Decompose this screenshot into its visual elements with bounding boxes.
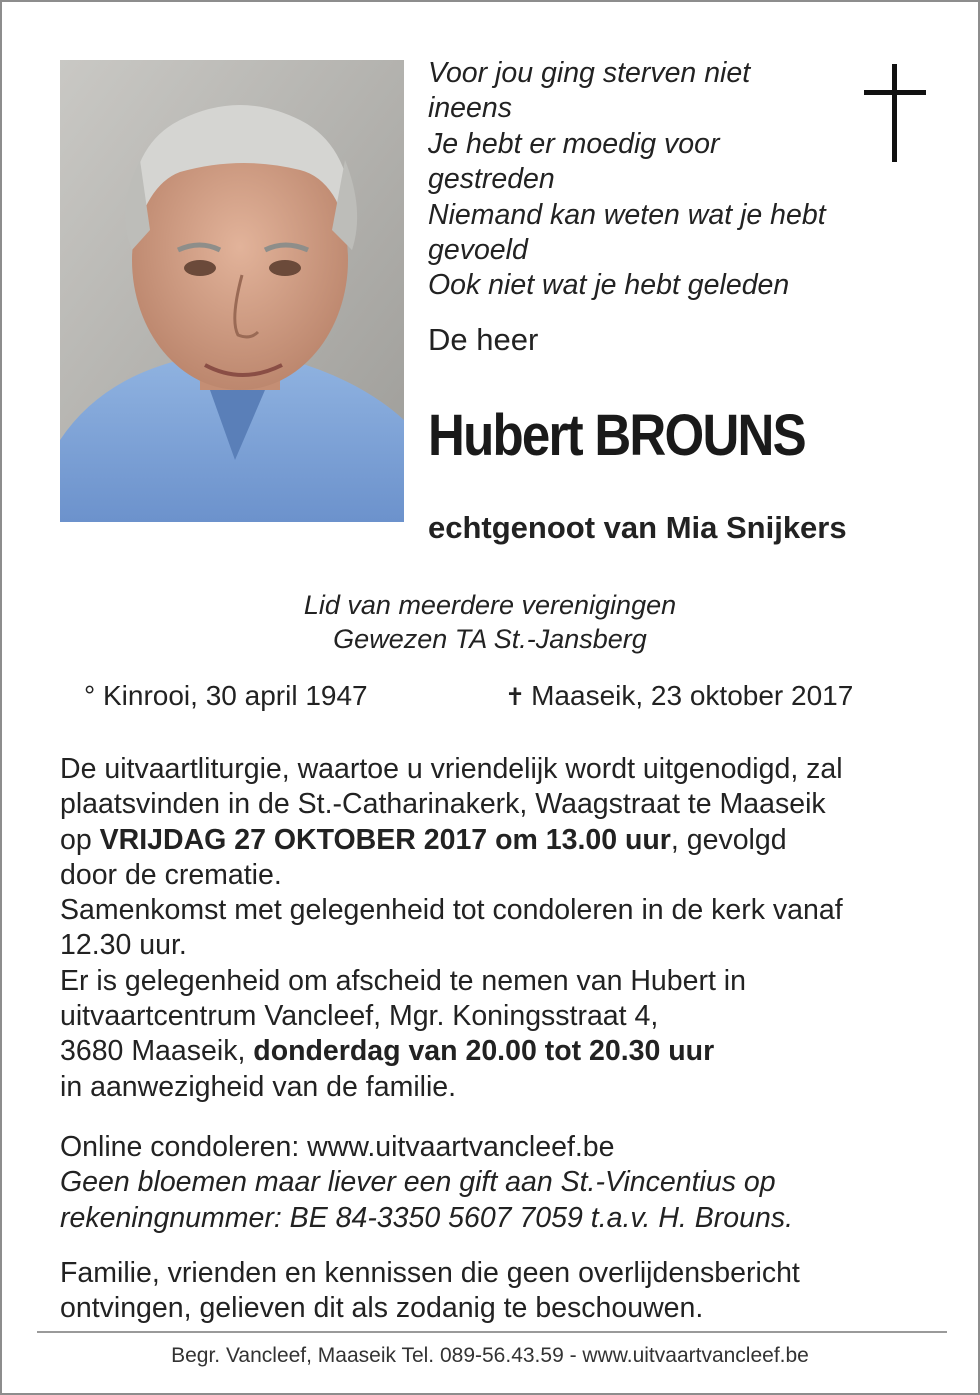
dagger-icon: ✝ (505, 684, 526, 711)
role-line: Lid van meerdere verenigingen (303, 590, 677, 620)
poem (428, 56, 888, 304)
ceremony-text: 3680 Maaseik, (60, 1035, 254, 1068)
condolence-info (60, 1130, 940, 1236)
spouse-line: echtgenoot van Mia Snijkers (428, 510, 847, 545)
donation-line: Geen bloemen maar liever een gift aan St.-Vincentius op (60, 1166, 776, 1199)
role-line: Gewezen TA St.-Jansberg (333, 624, 647, 654)
poem-line: gestreden (428, 163, 555, 196)
closing-note (60, 1256, 940, 1327)
birth-symbol: ° (84, 680, 96, 711)
ceremony-details (60, 752, 940, 1105)
ceremony-line: Samenkomst met gelegenheid tot condoleren in de kerk vanaf (60, 894, 843, 927)
death-date (505, 680, 853, 712)
ceremony-line: 12.30 uur. (60, 929, 187, 962)
ceremony-line: De uitvaartliturgie, waartoe u vriendelijk wordt uitgenodigd, zal (60, 753, 843, 785)
ceremony-line: plaatsvinden in de St.-Catharinakerk, Waagstraat te Maaseik (60, 788, 826, 821)
latin-cross-icon (864, 64, 926, 162)
birth-date (84, 680, 368, 712)
ceremony-line: uitvaartcentrum Vancleef, Mgr. Koningsstraat 4, (60, 1000, 659, 1033)
birth-text: Kinrooi, 30 april 1947 (102, 680, 368, 711)
poem-line: Ook niet wat je hebt geleden (428, 269, 790, 302)
ceremony-line (60, 1034, 940, 1069)
ceremony-line: door de crematie. (60, 858, 282, 891)
ceremony-text: op (60, 823, 100, 856)
honorific: De heer (428, 322, 539, 357)
closing-line: ontvingen, gelieven dit als zodanig te beschouwen. (60, 1292, 704, 1325)
poem-line: Voor jou ging sterven niet (428, 57, 751, 89)
online-condolence-line: Online condoleren: www.uitvaartvancleef.be (60, 1131, 615, 1163)
ceremony-date: VRIJDAG 27 OKTOBER 2017 om 13.00 uur (99, 823, 671, 856)
poem-line: ineens (428, 92, 512, 125)
ceremony-line: in aanwezigheid van de familie. (60, 1070, 457, 1103)
footer-divider (37, 1331, 947, 1333)
portrait-photo (60, 60, 404, 522)
funeral-home-footer: Begr. Vancleef, Maaseik Tel. 089-56.43.59 - www.uitvaartvancleef.be (171, 1344, 809, 1367)
account-line: rekeningnummer: BE 84-3350 5607 7059 t.a.v. H. Brouns. (60, 1201, 793, 1234)
ceremony-line (60, 823, 940, 858)
ceremony-line: Er is gelegenheid om afscheid te nemen van Hubert in (60, 964, 746, 997)
death-text: Maaseik, 23 oktober 2017 (531, 680, 854, 711)
roles (2, 588, 978, 656)
deceased-name: Hubert BROUNS (428, 403, 805, 468)
poem-line: Niemand kan weten wat je hebt (428, 198, 826, 231)
poem-line: Je hebt er moedig voor (428, 127, 720, 160)
closing-line: Familie, vrienden en kennissen die geen overlijdensbericht (60, 1257, 800, 1289)
ceremony-text: , gevolgd (670, 823, 787, 856)
poem-line: gevoeld (428, 234, 528, 267)
visitation-time: donderdag van 20.00 tot 20.30 uur (253, 1035, 715, 1068)
